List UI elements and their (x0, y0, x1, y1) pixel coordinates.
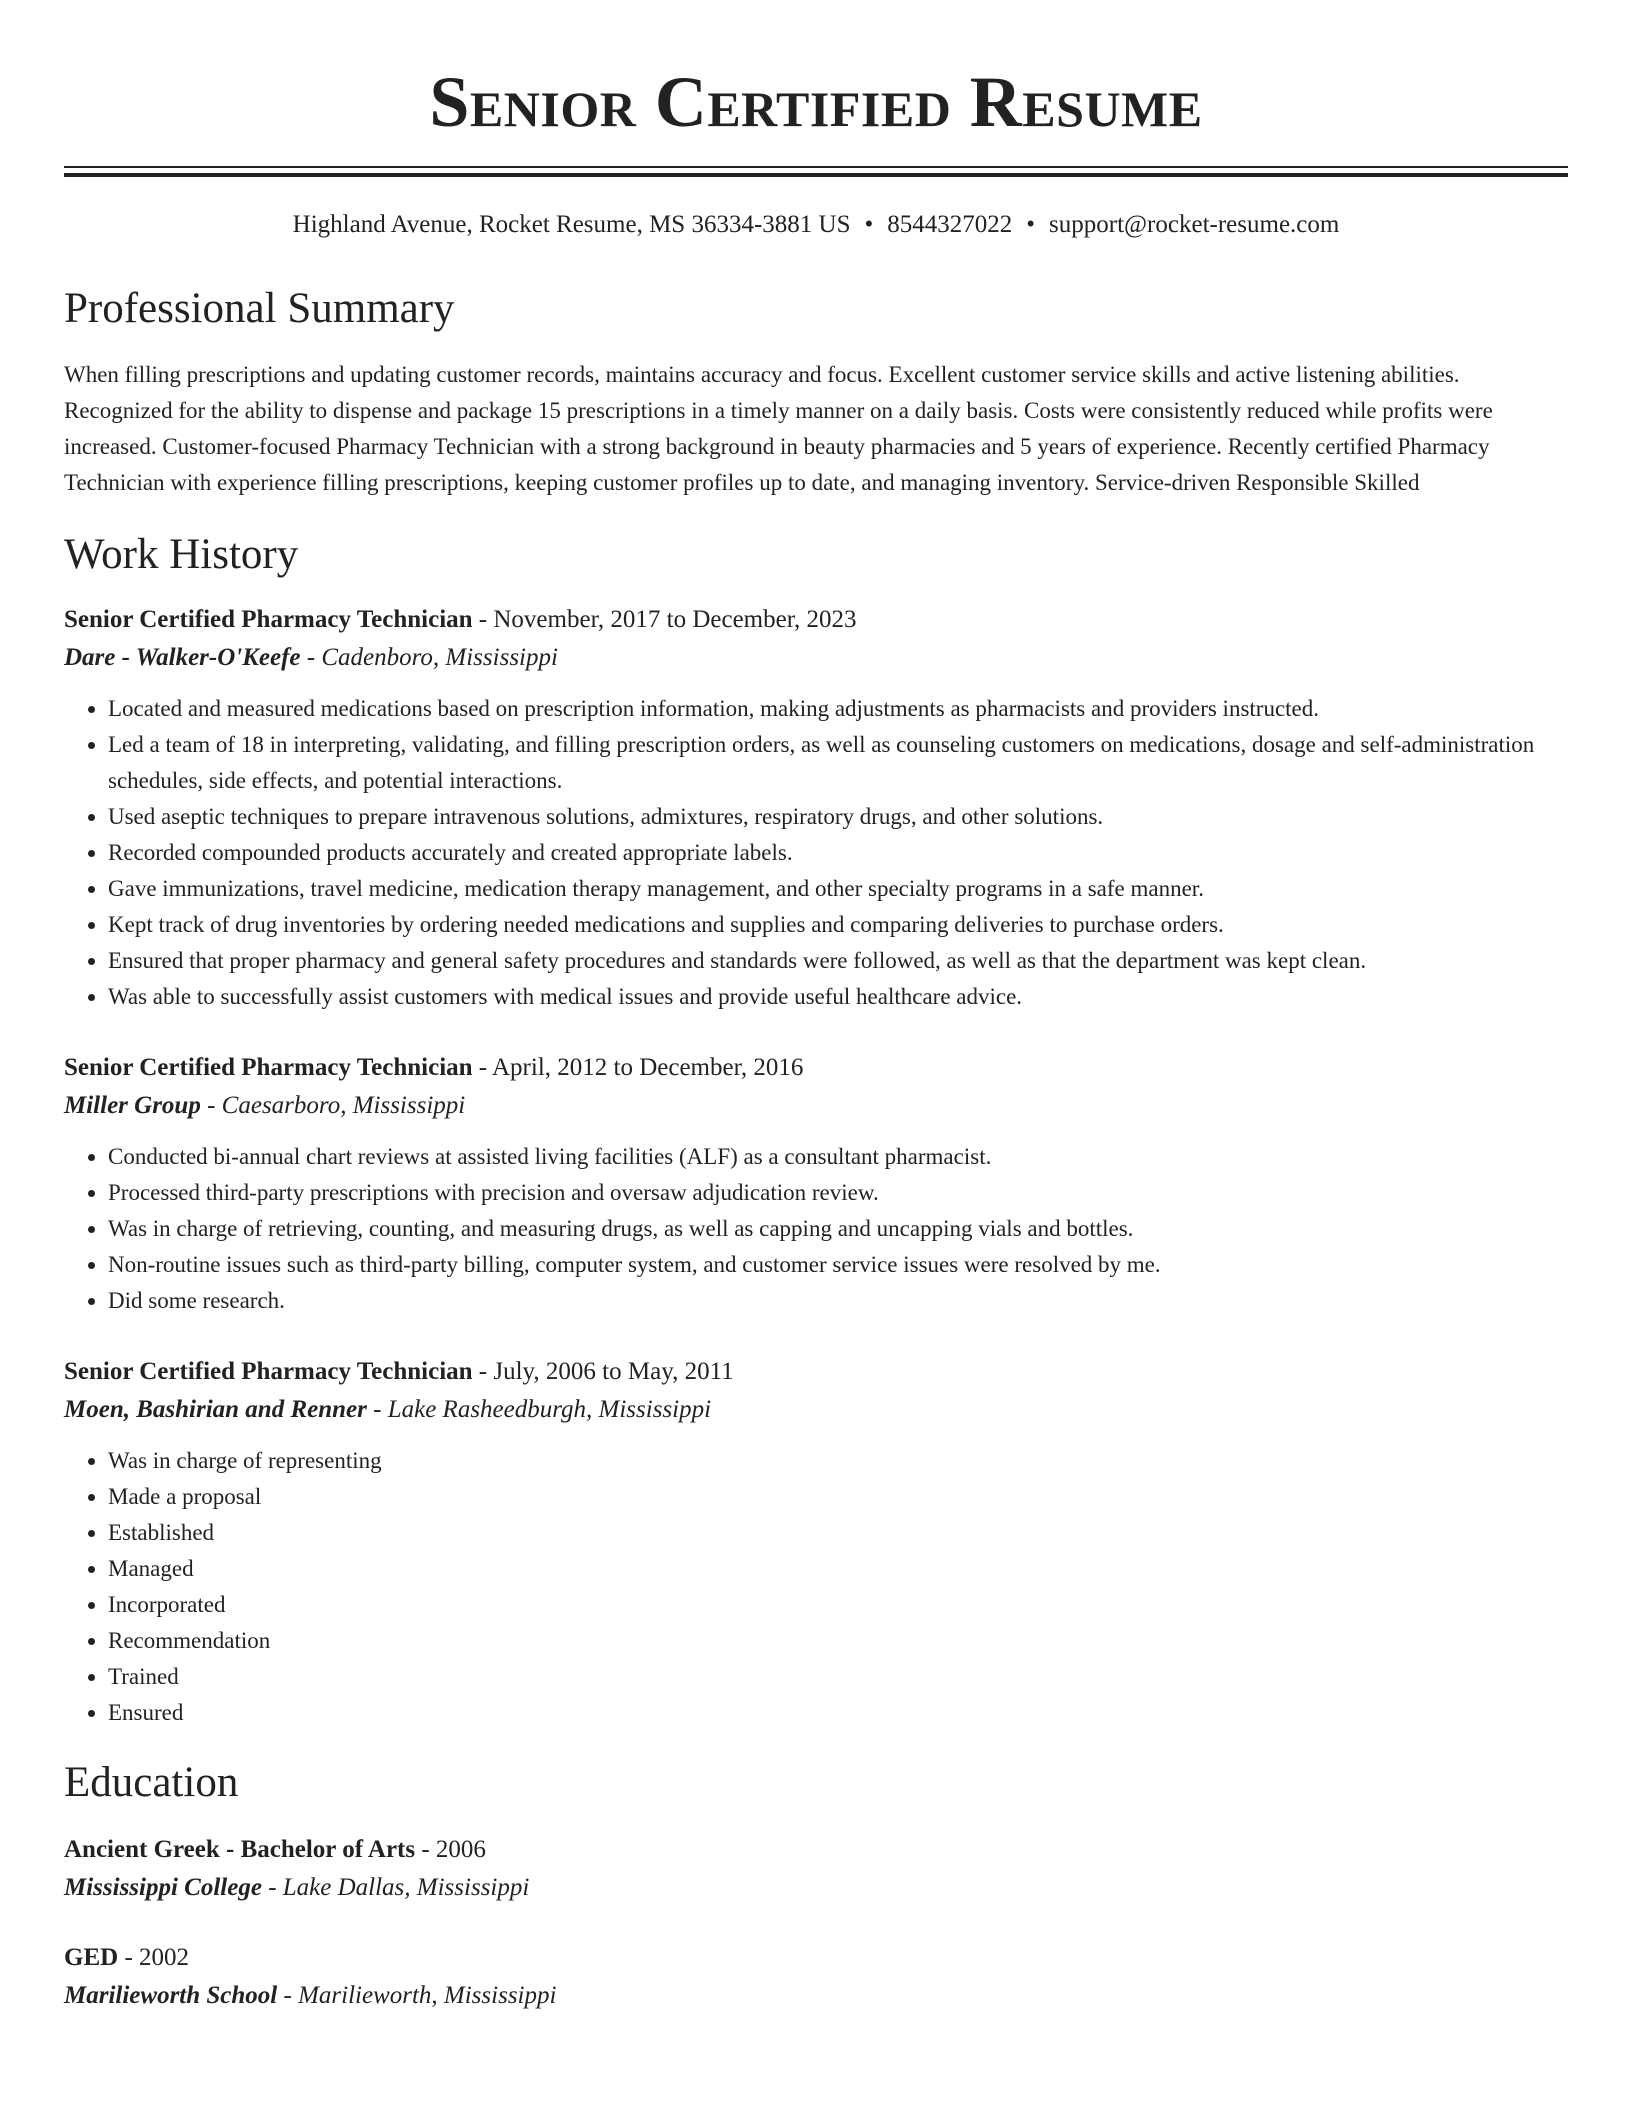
degree-line (64, 1831, 1568, 1869)
summary-heading: Professional Summary (64, 285, 455, 332)
job-company: Moen, Bashirian and Renner (64, 1396, 367, 1423)
job-location: - Cadenboro, Mississippi (306, 644, 558, 671)
school-name: Mississippi College (64, 1874, 262, 1901)
duty-item: • Kept track of drug inventories by ordering needed medications and supplies and comparing deliveries to purchase orders. (108, 907, 1568, 943)
duty-item: • Non-routine issues such as third-party billing, computer system, and customer service issues were resolved by me. (108, 1247, 1568, 1283)
job-title-line (64, 1353, 1568, 1391)
contact-separator: • (1026, 211, 1036, 238)
job-company-line (64, 1391, 1568, 1429)
duty-item: • Did some research. (108, 1283, 1568, 1319)
job-location: - Caesarboro, Mississippi (207, 1092, 466, 1119)
duty-item: • Ensured (108, 1695, 1568, 1731)
contact-line (64, 209, 1568, 241)
education-heading: Education (64, 1759, 239, 1806)
job-company: Miller Group (64, 1092, 201, 1119)
duty-item: • Ensured that proper pharmacy and general safety procedures and standards were followed, as well as that the department was kept clean. (108, 943, 1568, 979)
duty-item: • Recorded compounded products accurately and created appropriate labels. (108, 835, 1568, 871)
job-company: Dare - Walker-O'Keefe (64, 644, 301, 671)
job-duties (64, 1443, 1568, 1731)
duty-item: • Located and measured medications based on prescription information, making adjustments as pharmacists and providers instructed. (108, 691, 1568, 727)
job-location: - Lake Rasheedburgh, Mississippi (373, 1396, 712, 1423)
school-location: - Marilieworth, Mississippi (283, 1982, 557, 2009)
job-dates: - July, 2006 to May, 2011 (478, 1358, 734, 1385)
job-entry (64, 601, 1568, 1015)
education-entry (64, 1831, 1568, 1907)
school-line (64, 1977, 1568, 2015)
education-entry (64, 1939, 1568, 2015)
job-title: Senior Certified Pharmacy Technician (64, 1054, 473, 1081)
duty-item: • Was in charge of retrieving, counting, and measuring drugs, as well as capping and uncapping vials and bottles. (108, 1211, 1568, 1247)
duty-item: • Processed third-party prescriptions with precision and oversaw adjudication review. (108, 1175, 1568, 1211)
contact-phone: 8544327022 (887, 211, 1013, 238)
contact-separator: • (864, 211, 874, 238)
job-duties (64, 1139, 1568, 1319)
job-dates: - April, 2012 to December, 2016 (478, 1054, 804, 1081)
job-title: Senior Certified Pharmacy Technician (64, 1358, 473, 1385)
job-duties (64, 691, 1568, 1015)
duty-item: • Gave immunizations, travel medicine, medication therapy management, and other specialty programs in a safe manner. (108, 871, 1568, 907)
duty-item: • Led a team of 18 in interpreting, validating, and filling prescription orders, as well as counseling customers on medications, dosage and self-administration schedules, side effects, and potential interactions. (108, 727, 1568, 799)
duty-item: • Recommendation (108, 1623, 1568, 1659)
duty-item: • Was able to successfully assist customers with medical issues and provide useful healthcare advice. (108, 979, 1568, 1015)
job-title: Senior Certified Pharmacy Technician (64, 606, 473, 633)
job-title-line (64, 1049, 1568, 1087)
resume-title: Senior Certified Resume (429, 62, 1203, 142)
summary-text: When filling prescriptions and updating customer records, maintains accuracy and focus. Excellent customer service skills and active listening abilities. Recognized for the ability to dispense and package 15 prescriptions in a timely manner on a daily basis. Costs were consistently reduced while profits were increased. Customer-focused Pharmacy Technician with a strong background in beauty pharmacies and 5 years of experience. Recently certified Pharmacy Technician with experience filling prescriptions, keeping customer profiles up to date, and managing inventory. Service-driven Responsible Skilled (64, 362, 1493, 495)
duty-item: • Used aseptic techniques to prepare intravenous solutions, admixtures, respiratory drugs, and other solutions. (108, 799, 1568, 835)
school-location: - Lake Dallas, Mississippi (268, 1874, 530, 1901)
duty-item: • Was in charge of representing (108, 1443, 1568, 1479)
school-line (64, 1869, 1568, 1907)
graduation-year: - 2006 (421, 1836, 486, 1863)
graduation-year: - 2002 (124, 1944, 190, 1971)
title-divider (64, 166, 1568, 177)
resume-page (64, 0, 1568, 2015)
school-name: Marilieworth School (64, 1982, 278, 2009)
duty-item: • Established (108, 1515, 1568, 1551)
job-dates: - November, 2017 to December, 2023 (478, 606, 857, 633)
degree-line (64, 1939, 1568, 1977)
job-entry (64, 1353, 1568, 1731)
duty-item: • Made a proposal (108, 1479, 1568, 1515)
duty-item: • Conducted bi-annual chart reviews at assisted living facilities (ALF) as a consultant pharmacist. (108, 1139, 1568, 1175)
duty-item: • Managed (108, 1551, 1568, 1587)
job-title-line (64, 601, 1568, 639)
contact-address: Highland Avenue, Rocket Resume, MS 36334-3881 US (292, 211, 851, 238)
job-company-line (64, 1087, 1568, 1125)
duty-item: • Incorporated (108, 1587, 1568, 1623)
contact-email: support@rocket-resume.com (1049, 211, 1340, 238)
job-entry (64, 1049, 1568, 1319)
duty-item: • Trained (108, 1659, 1568, 1695)
work-history-heading: Work History (64, 531, 299, 578)
degree: GED (64, 1944, 119, 1971)
job-company-line (64, 639, 1568, 677)
degree: Ancient Greek - Bachelor of Arts (64, 1836, 416, 1863)
